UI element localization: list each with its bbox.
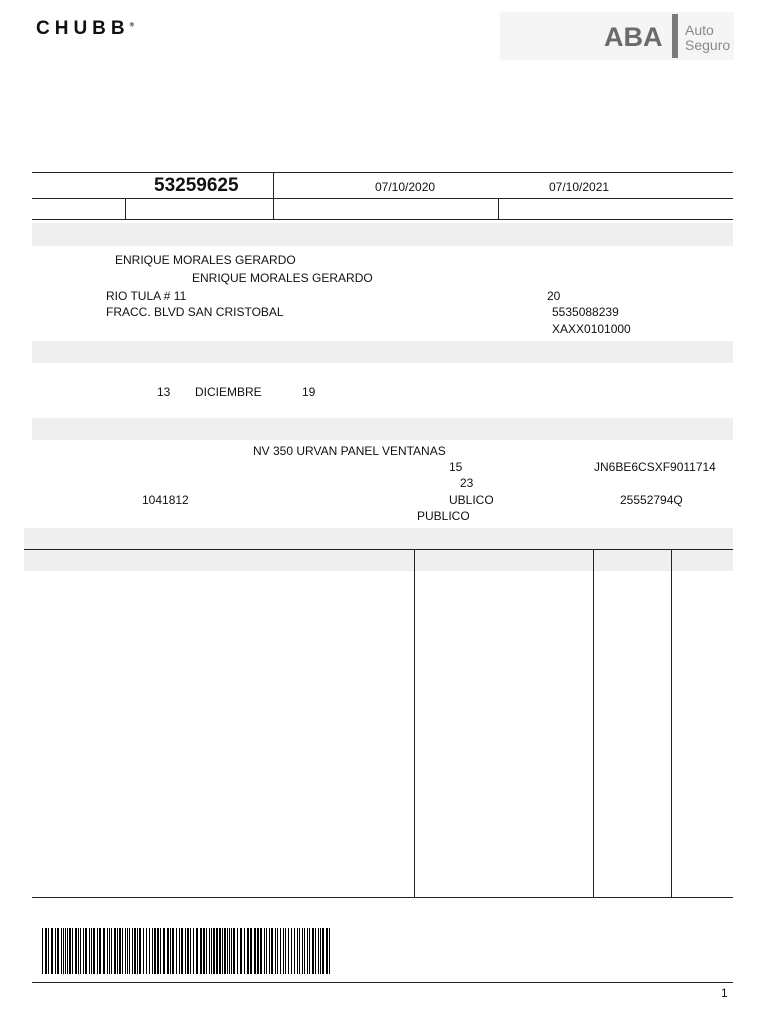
aba-logo-text: ABA: [604, 22, 663, 52]
insured-rfc: XAXX0101000: [552, 322, 631, 336]
birth-day: 13: [157, 385, 171, 399]
section-band-insured: [32, 223, 733, 246]
policy-start-date: 07/10/2020: [375, 180, 436, 194]
divider: [125, 198, 126, 219]
birth-month: DICIEMBRE: [195, 385, 262, 399]
chubb-logo: CHUBB®: [36, 18, 135, 39]
divider: [32, 982, 733, 983]
vehicle-plates: 25552794Q: [620, 493, 683, 507]
birth-year: 19: [302, 385, 316, 399]
divider: [32, 198, 733, 199]
insured-phone: 5535088239: [552, 305, 619, 319]
divider: [593, 549, 594, 898]
aba-logo-bar: [672, 14, 678, 58]
insured-colony: FRACC. BLVD SAN CRISTOBAL: [106, 305, 284, 319]
page-number: 1: [721, 986, 728, 1000]
aba-auto-label: Auto: [685, 22, 714, 38]
divider: [32, 897, 733, 898]
vehicle-use: PUBLICO: [417, 509, 470, 523]
vehicle-value-15: 15: [449, 460, 463, 474]
policy-number: 53259625: [154, 175, 239, 196]
insured-name-secondary: ENRIQUE MORALES GERARDO: [192, 271, 373, 285]
divider: [414, 549, 415, 898]
aba-seguro-label: Seguro: [685, 37, 731, 53]
vehicle-service: UBLICO: [449, 493, 494, 507]
coverage-header-row: [24, 550, 733, 571]
insured-field-20: 20: [547, 289, 561, 303]
vehicle-value-23: 23: [460, 476, 474, 490]
section-band-coverage: [24, 528, 733, 549]
section-band-vehicle: [32, 418, 733, 440]
divider: [32, 172, 733, 173]
insured-street: RIO TULA # 11: [106, 289, 187, 303]
divider: [32, 219, 733, 220]
policy-end-date: 07/10/2021: [549, 180, 610, 194]
vehicle-key: 1041812: [142, 493, 189, 507]
insured-name: ENRIQUE MORALES GERARDO: [115, 253, 296, 267]
barcode: [42, 928, 334, 974]
vehicle-vin: JN6BE6CSXF9011714: [594, 460, 716, 474]
section-band-birth: [32, 341, 733, 363]
divider: [498, 198, 499, 219]
divider: [273, 172, 274, 219]
divider: [671, 549, 672, 898]
chubb-logo-text: CHUBB: [36, 18, 130, 39]
vehicle-description: NV 350 URVAN PANEL VENTANAS: [253, 444, 446, 458]
